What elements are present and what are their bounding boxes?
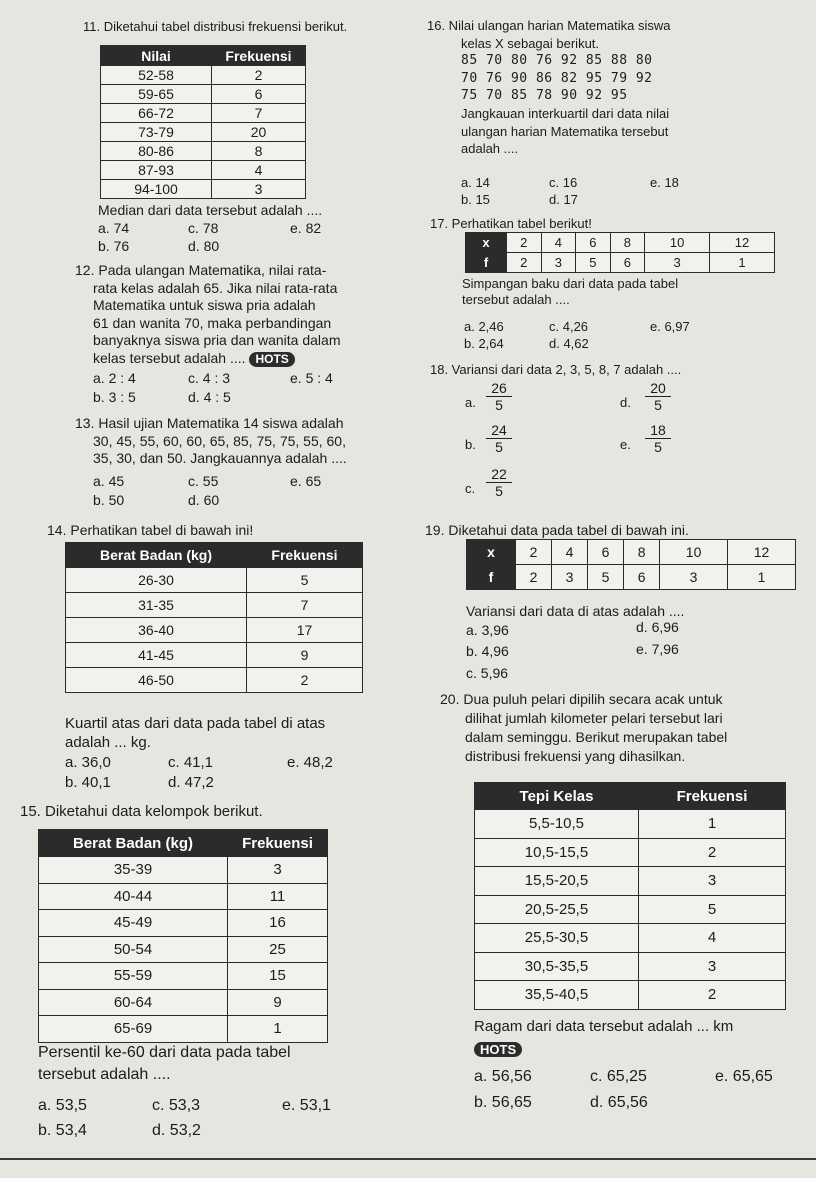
q18-option-a-fraction[interactable]: $\frac{26}{5}$ [486, 380, 512, 414]
table-row: 59-65 6 [101, 85, 306, 104]
table-row: 30,5-35,5 3 [475, 952, 786, 981]
q12-option-b[interactable]: b. 3 : 5 [93, 389, 136, 405]
table-row: 50-54 25 [39, 936, 328, 963]
q12-option-c[interactable]: c. 4 : 3 [188, 370, 231, 386]
q20-question: Ragam dari data tersebut adalah ... km [474, 1018, 734, 1035]
q13-option-d[interactable]: d. 60 [188, 492, 220, 508]
q19-option-c[interactable]: c. 5,96 [466, 665, 509, 681]
table-row: 66-72 7 [101, 104, 306, 123]
q17-option-c[interactable]: c. 4,26 [549, 319, 589, 334]
q18-option-b-label[interactable]: b. [465, 437, 476, 452]
q15-table: Berat Badan (kg) Frekuensi 35-39 3 40-44 11 45-49 16 50-54 25 55-59 15 60-64 9 65-69 1 [38, 829, 328, 1043]
q14-option-d[interactable]: d. 47,2 [168, 774, 214, 791]
q17-option-b[interactable]: b. 2,64 [464, 336, 504, 351]
q15-option-c[interactable]: c. 53,3 [152, 1097, 201, 1114]
table-row: 36-40 17 [66, 618, 363, 643]
q11-header-nilai: Nilai [101, 46, 212, 66]
hots-badge: HOTS [249, 352, 294, 367]
q18-option-a-label[interactable]: a. [465, 395, 476, 410]
q17-table: x 2 4 6 8 10 12 f 2 3 5 6 3 1 [465, 232, 775, 273]
q16-option-a[interactable]: a. 14 [461, 175, 490, 190]
q17-option-d[interactable]: d. 4,62 [549, 336, 589, 351]
table-row: 73-79 20 [101, 123, 306, 142]
q20-option-a[interactable]: a. 56,56 [474, 1068, 532, 1085]
q18-option-b-fraction[interactable]: $\frac{24}{5}$ [486, 422, 512, 456]
q18-option-c-fraction[interactable]: $\frac{22}{5}$ [486, 466, 512, 500]
q19-option-d[interactable]: d. 6,96 [636, 619, 679, 635]
q11-option-b[interactable]: b. 76 [98, 238, 130, 254]
q11-option-e[interactable]: e. 82 [290, 220, 322, 236]
q13-option-c[interactable]: c. 55 [188, 473, 219, 489]
table-row: 35-39 3 [39, 857, 328, 884]
table-row: 60-64 9 [39, 989, 328, 1016]
q20-option-b[interactable]: b. 56,65 [474, 1094, 532, 1111]
q11-question: Median dari data tersebut adalah .... [98, 202, 323, 218]
q20-option-e[interactable]: e. 65,65 [715, 1068, 773, 1085]
q13-option-b[interactable]: b. 50 [93, 492, 125, 508]
table-row: 45-49 16 [39, 910, 328, 937]
table-row: 31-35 7 [66, 593, 363, 618]
page-bottom-rule [0, 1158, 816, 1160]
table-row: 55-59 15 [39, 963, 328, 990]
q13-option-a[interactable]: a. 45 [93, 473, 125, 489]
q14-option-b[interactable]: b. 40,1 [65, 774, 111, 791]
q15-option-e[interactable]: e. 53,1 [282, 1097, 331, 1114]
table-row: 80-86 8 [101, 142, 306, 161]
q20-option-c[interactable]: c. 65,25 [590, 1068, 647, 1085]
q15-text: 15. Diketahui data kelompok berikut. [20, 803, 263, 820]
q11-table [100, 45, 306, 199]
table-row: 35,5-40,5 2 [475, 981, 786, 1010]
q18-option-c-label[interactable]: c. [465, 481, 476, 496]
table-row: 5,5-10,5 1 [475, 810, 786, 839]
table-row: 94-100 3 [101, 180, 306, 199]
table-row: 26-30 5 [66, 568, 363, 593]
q16-text: 16. Nilai ulangan harian Matematika siswa kelas X sebagai berikut. 85 70 80 76 92 85 88 80 70 76 90 86 82 95 79 92 75 70 85 78 90 92 95 Jangkauan interkuartil dari data nilai ulangan harian Matematika tersebut adalah .... [427, 18, 671, 157]
q12-option-a[interactable]: a. 2 : 4 [93, 370, 136, 386]
q11-option-d[interactable]: d. 80 [188, 238, 220, 254]
table-row: 40-44 11 [39, 883, 328, 910]
q17-option-a[interactable]: a. 2,46 [464, 319, 504, 334]
table-row: 65-69 1 [39, 1016, 328, 1043]
q20-option-d[interactable]: d. 65,56 [590, 1094, 648, 1111]
q14-option-a[interactable]: a. 36,0 [65, 754, 111, 771]
q16-option-d[interactable]: d. 17 [549, 192, 578, 207]
q19-table: x 2 4 6 8 10 12 f 2 3 5 6 3 1 [466, 539, 796, 590]
table-row: 10,5-15,5 2 [475, 838, 786, 867]
q16-option-b[interactable]: b. 15 [461, 192, 490, 207]
q13-option-e[interactable]: e. 65 [290, 473, 322, 489]
q17-option-e[interactable]: e. 6,97 [650, 319, 690, 334]
table-row: 41-45 9 [66, 643, 363, 668]
table-row: 46-50 2 [66, 668, 363, 693]
q20-table: Tepi Kelas Frekuensi 5,5-10,5 1 10,5-15,5 2 15,5-20,5 3 20,5-25,5 5 25,5-30,5 4 30,5-35,5 3 35,5-40,5 2 [474, 782, 786, 1010]
hots-badge: HOTS [474, 1042, 522, 1057]
q12-text: 12. Pada ulangan Matematika, nilai rata- rata kelas adalah 65. Jika nilai rata-rata Matematika untuk siswa pria adalah 61 dan wanita 70, maka perbandingan banyaknya siswa pria dan wanita dalam kelas tersebut adalah .... HOTS [75, 262, 341, 366]
q18-option-d-fraction[interactable]: $\frac{20}{5}$ [645, 380, 671, 414]
q14-option-c[interactable]: c. 41,1 [168, 754, 214, 771]
q18-text: 18. Variansi dari data 2, 3, 5, 8, 7 adalah .... [430, 362, 682, 377]
q15-question: Persentil ke-60 dari data pada tabel tersebut adalah .... [38, 1044, 291, 1083]
q15-option-b[interactable]: b. 53,4 [38, 1122, 87, 1139]
q19-option-b[interactable]: b. 4,96 [466, 643, 509, 659]
q19-option-a[interactable]: a. 3,96 [466, 622, 509, 638]
q14-text: 14. Perhatikan tabel di bawah ini! [47, 522, 254, 538]
q19-option-e[interactable]: e. 7,96 [636, 641, 679, 657]
q14-question: Kuartil atas dari data pada tabel di atas adalah ... kg. [65, 715, 326, 751]
q19-question: Variansi dari data di atas adalah .... [466, 603, 685, 619]
table-row: 87-93 4 [101, 161, 306, 180]
q18-option-d-label[interactable]: d. [620, 395, 631, 410]
q11-header-frekuensi: Frekuensi [212, 46, 306, 66]
q11-text: 11. Diketahui tabel distribusi frekuensi berikut. [83, 19, 348, 34]
q18-option-e-fraction[interactable]: $\frac{18}{5}$ [645, 422, 671, 456]
q11-option-a[interactable]: a. 74 [98, 220, 130, 236]
q16-option-e[interactable]: e. 18 [650, 175, 679, 190]
q12-option-d[interactable]: d. 4 : 5 [188, 389, 231, 405]
q12-option-e[interactable]: e. 5 : 4 [290, 370, 333, 386]
q11-option-c[interactable]: c. 78 [188, 220, 219, 236]
q14-option-e[interactable]: e. 48,2 [287, 754, 333, 771]
q13-text: 13. Hasil ujian Matematika 14 siswa adalah 30, 45, 55, 60, 60, 65, 85, 75, 75, 55, 60, 35, 30, dan 50. Jangkauannya adalah .... [75, 415, 347, 466]
q18-option-e-label[interactable]: e. [620, 437, 631, 452]
table-row: 25,5-30,5 4 [475, 924, 786, 953]
q17-question: Simpangan baku dari data pada tabel tersebut adalah .... [462, 276, 679, 307]
table-row: 20,5-25,5 5 [475, 895, 786, 924]
table-row: 52-58 2 [101, 66, 306, 85]
q15-option-a[interactable]: a. 53,5 [38, 1097, 87, 1114]
q16-option-c[interactable]: c. 16 [549, 175, 578, 190]
q14-table: Berat Badan (kg) Frekuensi 26-30 5 31-35 7 36-40 17 41-45 9 46-50 2 [65, 542, 363, 693]
q17-text: 17. Perhatikan tabel berikut! [430, 216, 592, 231]
q19-text: 19. Diketahui data pada tabel di bawah ini. [425, 522, 689, 538]
q20-text: 20. Dua puluh pelari dipilih secara acak untuk dilihat jumlah kilometer pelari tersebut lari dalam seminggu. Berikut merupakan tabel distribusi frekuensi yang dihasilkan. [440, 691, 728, 764]
q15-option-d[interactable]: d. 53,2 [152, 1122, 201, 1139]
table-row: 15,5-20,5 3 [475, 867, 786, 896]
